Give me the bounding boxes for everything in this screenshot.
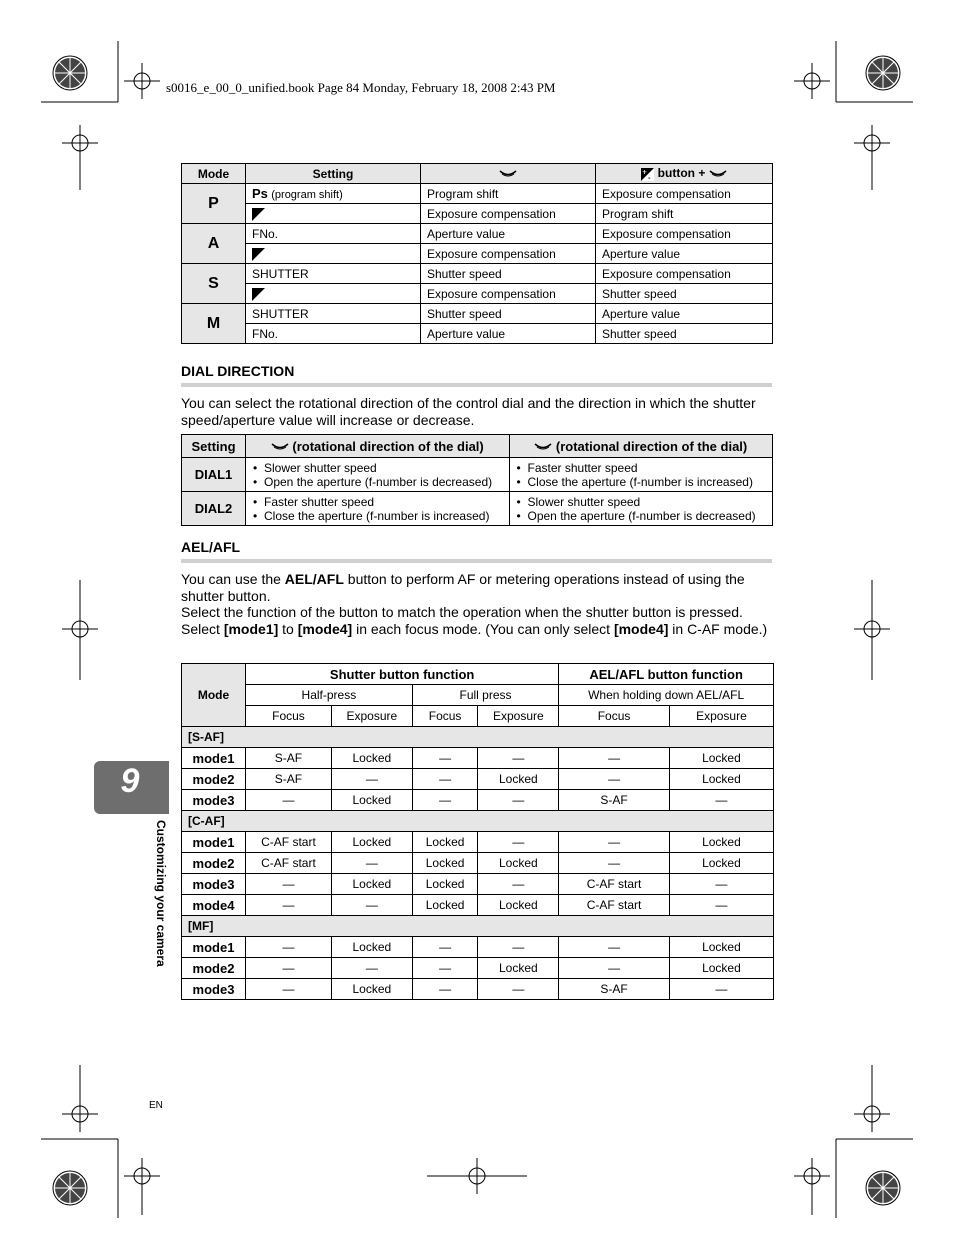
setting-header: Setting [182, 435, 246, 458]
ev-dial-cell: Shutter speed [596, 324, 773, 344]
list-item: • Close the aperture (f-number is increased) [528, 475, 767, 489]
section-row [182, 916, 774, 937]
table-cell: — [246, 958, 332, 979]
ael-function-header [559, 664, 774, 685]
table-cell: — [331, 958, 412, 979]
ev-dial-cell: Exposure compensation [596, 184, 773, 204]
section-divider [181, 383, 772, 387]
table-row [182, 958, 774, 979]
dial-icon [534, 443, 552, 452]
table-row [182, 748, 774, 769]
half-press-header: Half-press [246, 685, 413, 706]
table-cell: — [559, 832, 670, 853]
ael-afl-description [181, 571, 781, 637]
table-cell: Locked [412, 832, 478, 853]
dial-setting-cell: DIAL2 [182, 492, 246, 526]
table-row [182, 832, 774, 853]
dial-cell: Shutter speed [421, 304, 596, 324]
mode-label: mode1 [182, 748, 246, 769]
chapter-side-label [150, 820, 174, 1000]
mode-label: mode1 [182, 937, 246, 958]
text-span: button to perform AF or metering operations instead of using the shutter button. [181, 571, 745, 604]
language-label: EN [149, 1100, 163, 1111]
dial-cell: Exposure compensation [421, 284, 596, 304]
text-span: Select [181, 620, 220, 637]
ev-dial-cell: Exposure compensation [596, 264, 773, 284]
table-cell: Locked [478, 769, 559, 790]
table-cell: S-AF [559, 790, 670, 811]
mode-label: mode2 [182, 853, 246, 874]
table-cell: Locked [669, 937, 773, 958]
table-cell: Locked [331, 937, 412, 958]
setting-cell [246, 204, 421, 224]
ev-dial-cell: Aperture value [596, 304, 773, 324]
direction-header-label: (rotational direction of the dial) [292, 438, 484, 454]
text-span: in each focus mode. (You can only select [356, 620, 611, 637]
table-cell: — [246, 937, 332, 958]
table-row [182, 874, 774, 895]
table-cell: — [412, 769, 478, 790]
mode-cell: S [182, 264, 246, 304]
list-item: • Slower shutter speed [264, 461, 503, 475]
table-cell: Locked [331, 748, 412, 769]
setting-cell: FNo. [246, 224, 421, 244]
shutter-function-header: Shutter button function [246, 664, 559, 685]
setting-cell: SHUTTER [246, 304, 421, 324]
text-span: Select the function of the button to match the operation when the shutter button is pressed. [181, 604, 743, 620]
table-row [182, 895, 774, 916]
table-cell: — [412, 958, 478, 979]
direction-cell [509, 458, 773, 492]
table-cell: Locked [669, 769, 773, 790]
table-cell: — [669, 979, 773, 1000]
text-span: [mode1] [223, 620, 279, 637]
table-cell: Locked [478, 958, 559, 979]
section-label: [S-AF] [182, 727, 774, 748]
ael-afl-button-label: AEL/AFL [284, 571, 344, 587]
dial-direction-table [181, 434, 773, 526]
list-item: • Open the aperture (f-number is decreased) [264, 475, 503, 489]
direction-cell [246, 458, 510, 492]
section-row [182, 727, 774, 748]
table-cell: — [478, 748, 559, 769]
table-cell: — [559, 958, 670, 979]
exposure-compensation-icon [641, 168, 654, 181]
table-cell: — [478, 874, 559, 895]
table-cell: S-AF [246, 748, 332, 769]
dial-function-table [181, 163, 773, 344]
setting-cell: SHUTTER [246, 264, 421, 284]
table-cell: — [478, 937, 559, 958]
text-span: button function [647, 666, 743, 682]
dial-icon [709, 170, 727, 179]
table-cell: C-AF start [246, 832, 332, 853]
table-cell: C-AF start [559, 874, 670, 895]
dial-direction-description: You can select the rotational direction of the control dial and the direction in which the shutter speed/aperture value will increase or decrease. [181, 395, 756, 428]
table-cell: Locked [478, 895, 559, 916]
exposure-header: Exposure [478, 706, 559, 727]
mode-label: mode2 [182, 769, 246, 790]
list-item: • Faster shutter speed [528, 461, 767, 475]
direction-header-right [509, 435, 773, 458]
table-cell: S-AF [559, 979, 670, 1000]
mode-label: mode3 [182, 979, 246, 1000]
page-header: s0016_e_00_0_unified.book Page 84 Monday, February 18, 2008 2:43 PM [166, 80, 556, 95]
dial-cell: Aperture value [421, 324, 596, 344]
table-cell: — [331, 769, 412, 790]
table-cell: — [412, 748, 478, 769]
table-cell: — [669, 874, 773, 895]
table-cell: Locked [669, 832, 773, 853]
table-cell: — [559, 853, 670, 874]
table-cell: — [412, 790, 478, 811]
list-item: • Faster shutter speed [264, 495, 503, 509]
section-row [182, 811, 774, 832]
mode-cell: P [182, 184, 246, 224]
text-span: [mode4] [297, 620, 353, 637]
table-cell: — [669, 790, 773, 811]
program-shift-label: Ps [252, 186, 268, 201]
exposure-compensation-icon [252, 288, 265, 301]
full-press-header: Full press [412, 685, 559, 706]
svg-text:-: - [648, 174, 651, 181]
list-item: • Open the aperture (f-number is decreased) [528, 509, 767, 523]
direction-cell [509, 492, 773, 526]
setting-cell: FNo. [246, 324, 421, 344]
table-cell: — [559, 748, 670, 769]
table-cell: — [412, 937, 478, 958]
setting-header: Setting [246, 164, 421, 184]
table-cell: Locked [669, 853, 773, 874]
ael-afl-table [181, 663, 774, 1000]
ev-dial-header [596, 164, 773, 184]
exposure-compensation-icon [252, 208, 265, 221]
table-cell: Locked [669, 748, 773, 769]
table-cell: — [246, 979, 332, 1000]
dial-icon [499, 170, 517, 179]
mode-label: mode3 [182, 790, 246, 811]
exposure-header: Exposure [331, 706, 412, 727]
dial-cell: Program shift [421, 184, 596, 204]
direction-cell [246, 492, 510, 526]
table-cell: — [559, 937, 670, 958]
dial-cell: Exposure compensation [421, 204, 596, 224]
mode-cell: M [182, 304, 246, 344]
table-cell: — [478, 979, 559, 1000]
dial-icon [271, 443, 289, 452]
direction-header-label: (rotational direction of the dial) [555, 438, 748, 454]
section-divider [181, 559, 772, 563]
text-span: You can use the [181, 571, 281, 587]
table-row [182, 979, 774, 1000]
table-cell: — [246, 790, 332, 811]
text-span: [mode4] [613, 620, 669, 637]
mode-header: Mode [182, 164, 246, 184]
focus-header: Focus [412, 706, 478, 727]
ev-button-label: button + [657, 166, 706, 181]
table-cell: — [331, 853, 412, 874]
program-shift-note: (program shift) [271, 189, 343, 201]
dial-cell: Exposure compensation [421, 244, 596, 264]
ev-dial-cell: Aperture value [596, 244, 773, 264]
ael-afl-button-label: AEL/AFL [589, 666, 644, 682]
table-cell: Locked [478, 853, 559, 874]
table-cell: Locked [331, 832, 412, 853]
ev-dial-cell: Program shift [596, 204, 773, 224]
exposure-header: Exposure [669, 706, 773, 727]
list-item: • Close the aperture (f-number is increased) [264, 509, 503, 523]
exposure-compensation-icon [252, 248, 265, 261]
table-cell: Locked [412, 853, 478, 874]
mode-header: Mode [182, 664, 246, 727]
text-span: to [282, 620, 294, 637]
focus-header: Focus [246, 706, 332, 727]
mode-label: mode3 [182, 874, 246, 895]
setting-cell [246, 244, 421, 264]
table-cell: — [478, 790, 559, 811]
ev-dial-cell: Shutter speed [596, 284, 773, 304]
table-cell: — [412, 979, 478, 1000]
table-cell: Locked [412, 874, 478, 895]
table-cell: C-AF start [246, 853, 332, 874]
dial-setting-cell: DIAL1 [182, 458, 246, 492]
table-row [182, 769, 774, 790]
table-row [182, 853, 774, 874]
table-cell: — [246, 874, 332, 895]
svg-text:+: + [642, 168, 648, 176]
chapter-number: 9 [120, 762, 140, 800]
section-label: [C-AF] [182, 811, 774, 832]
setting-cell [246, 284, 421, 304]
table-cell: — [478, 832, 559, 853]
mode-label: mode1 [182, 832, 246, 853]
focus-header: Focus [559, 706, 670, 727]
list-item: • Slower shutter speed [528, 495, 767, 509]
table-cell: — [331, 895, 412, 916]
table-cell: S-AF [246, 769, 332, 790]
ael-afl-title: AEL/AFL [181, 539, 241, 555]
table-cell: — [669, 895, 773, 916]
ev-dial-cell: Exposure compensation [596, 224, 773, 244]
setting-cell [246, 184, 421, 204]
table-cell: C-AF start [559, 895, 670, 916]
holding-header: When holding down AEL/AFL [559, 685, 774, 706]
table-cell: Locked [331, 874, 412, 895]
table-cell: Locked [331, 790, 412, 811]
dial-direction-title: DIAL DIRECTION [181, 363, 295, 379]
table-cell: Locked [331, 979, 412, 1000]
text-span: in C-AF mode.) [672, 620, 768, 637]
mode-label: mode2 [182, 958, 246, 979]
dial-cell: Shutter speed [421, 264, 596, 284]
dial-cell: Aperture value [421, 224, 596, 244]
dial-header [421, 164, 596, 184]
mode-label: mode4 [182, 895, 246, 916]
table-cell: — [246, 895, 332, 916]
direction-header-left [246, 435, 510, 458]
table-cell: Locked [412, 895, 478, 916]
section-label: [MF] [182, 916, 774, 937]
mode-cell: A [182, 224, 246, 264]
chapter-label: Customizing your camera [154, 820, 168, 967]
table-cell: — [559, 769, 670, 790]
table-row [182, 790, 774, 811]
table-row [182, 937, 774, 958]
table-cell: Locked [669, 958, 773, 979]
